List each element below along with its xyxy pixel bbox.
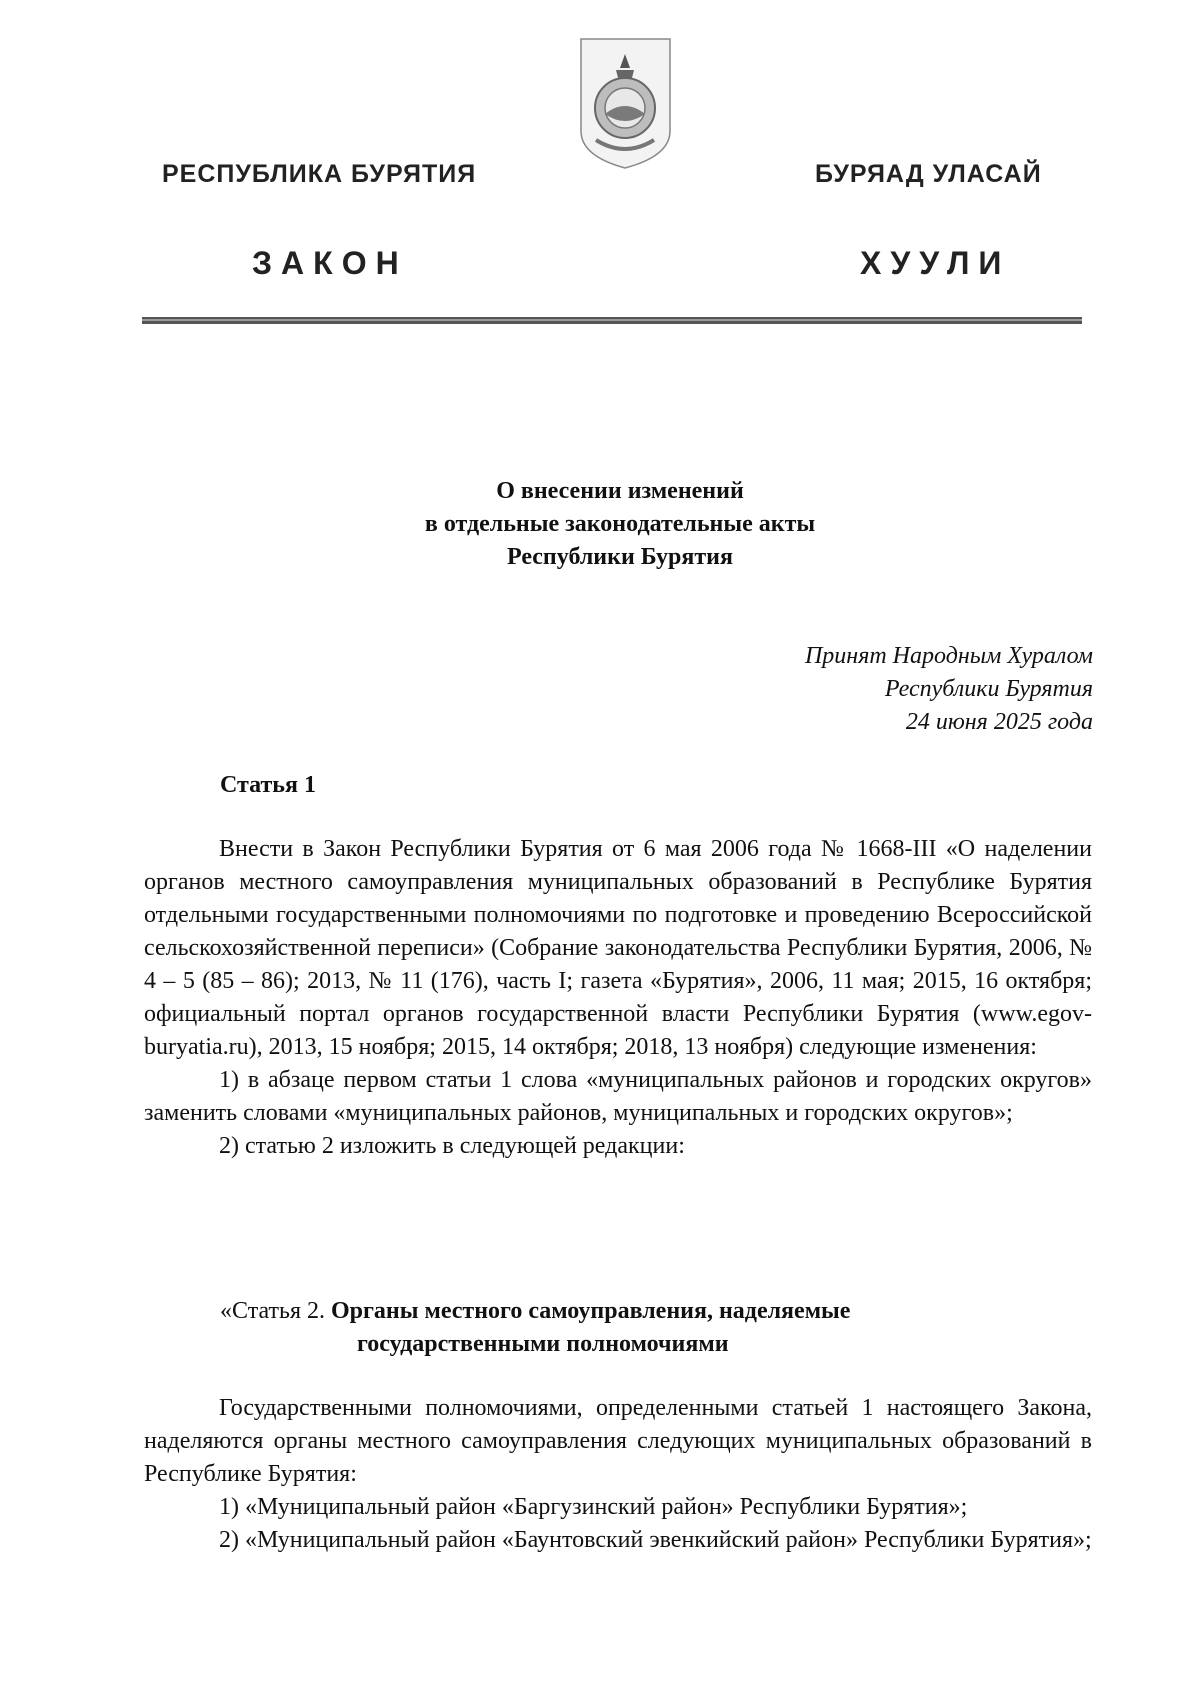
- adoption-line: Республики Бурятия: [884, 676, 1093, 702]
- article-1-item: 2) статью 2 изложить в следующей редакции:: [219, 1133, 685, 1159]
- article-2-body: [144, 1392, 1092, 1557]
- adoption-note: [805, 640, 1093, 739]
- republic-name-russian: РЕСПУБЛИКА БУРЯТИЯ: [162, 160, 477, 188]
- article-2-item: 1) «Муниципальный район «Баргузинский район» Республики Бурятия»;: [219, 1494, 968, 1520]
- coat-of-arms-icon: [578, 36, 673, 171]
- law-label-buryat: ХУУЛИ: [860, 245, 1011, 281]
- law-title-line: в отдельные законодательные акты: [424, 511, 816, 537]
- article-2-title-continued: государственными полномочиями: [357, 1331, 729, 1357]
- article-2-item: 2) «Муниципальный район «Баунтовский эвенкийский район» Республики Бурятия»;: [219, 1527, 1092, 1553]
- article-1-item: 1) в абзаце первом статьи 1 слова «муниципальных районов и городских округов» заменить словами «муниципальных районов, муниципальных и городских округов»;: [144, 1067, 1092, 1126]
- article-2-intro: Государственными полномочиями, определенными статьей 1 настоящего Закона, наделяются органы местного самоуправления следующих муниципальных образований в Республике Бурятия:: [144, 1395, 1092, 1487]
- article-1-body: [144, 833, 1092, 1163]
- law-label-russian: ЗАКОН: [252, 245, 408, 281]
- article-1-intro: Внести в Закон Республики Бурятия от 6 мая 2006 года № 1668-III «О наделении органов местного самоуправления муниципальных образований в Республике Бурятия отдельными государственными полномочиями по подготовке и проведению Всероссийской сельскохозяйственной переписи» (Собрание законодательства Республики Бурятия, 2006, № 4 – 5 (85 – 86); 2013, № 11 (176), часть I; газета «Бурятия», 2006, 11 мая; 2015, 16 октября; официальный портал органов государственной власти Республики Бурятия (www.egov-buryatia.ru), 2013, 15 ноября; 2015, 14 октября; 2018, 13 ноября) следующие изменения:: [144, 836, 1092, 1060]
- adoption-date: 24 июня 2025 года: [905, 709, 1093, 735]
- article-1-heading: Статья 1: [220, 772, 316, 798]
- article-2-prefix: «Статья 2.: [220, 1298, 325, 1324]
- adoption-line: Принят Народным Хуралом: [804, 643, 1093, 669]
- law-title-line: Республики Бурятия: [506, 544, 733, 570]
- law-title: [200, 475, 1040, 574]
- law-title-line: О внесении изменений: [496, 478, 744, 504]
- header-divider-inner: [142, 319, 1082, 321]
- article-2-title: Органы местного самоуправления, наделяемые: [330, 1298, 851, 1324]
- article-2-heading: [220, 1295, 1020, 1361]
- republic-name-buryat: БУРЯАД УЛАСАЙ: [815, 160, 1042, 188]
